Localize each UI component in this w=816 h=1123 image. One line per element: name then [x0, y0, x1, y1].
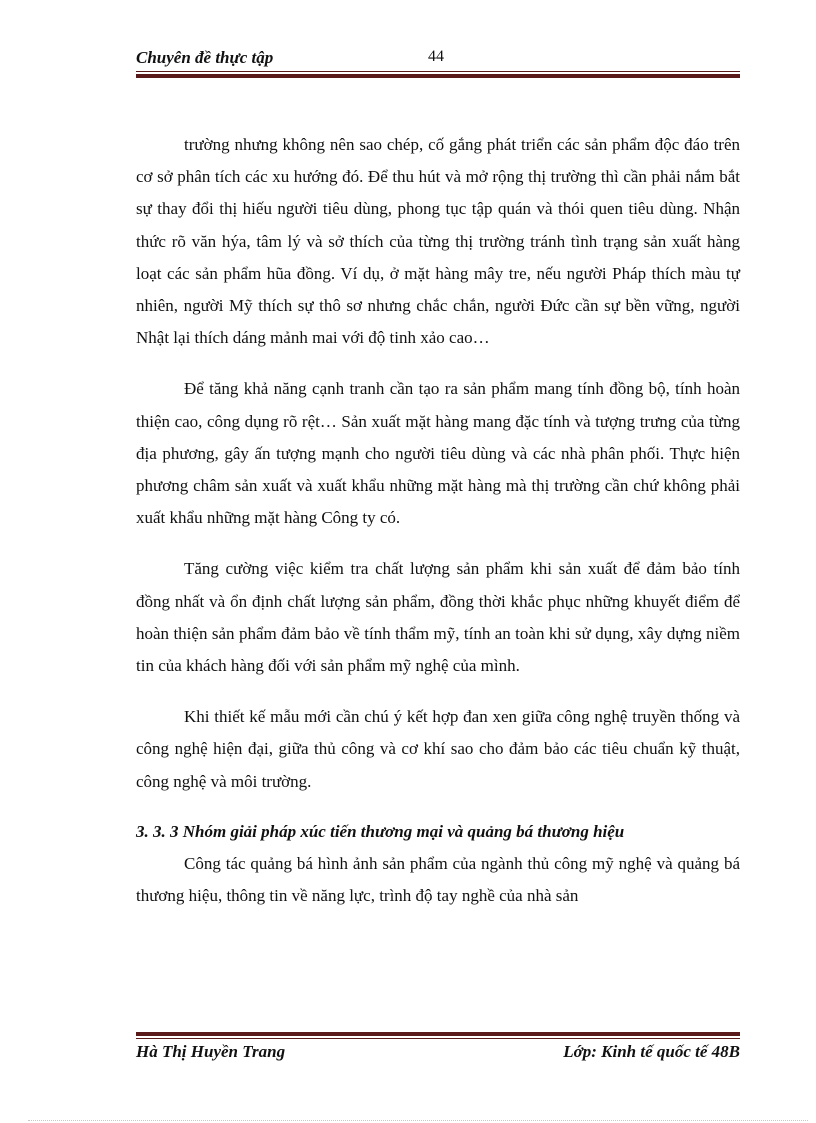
paragraph-4: Khi thiết kế mẫu mới cần chú ý kết hợp đan xen giữa công nghệ truyền thống và công nghệ hiện đại, giữa thủ công và cơ khí sao cho đảm bảo các tiêu chuẩn kỹ thuật, công nghệ và môi trường. — [136, 707, 740, 791]
header-rule-thin — [136, 71, 740, 72]
page-edge-dots — [28, 1120, 808, 1121]
header-rule-thick — [136, 74, 740, 78]
footer-rule-thin — [136, 1038, 740, 1039]
footer-class: Lớp: Kinh tế quốc tế 48B — [563, 1042, 740, 1061]
header-title: Chuyên đề thực tập — [136, 48, 274, 67]
footer-author: Hà Thị Huyền Trang — [136, 1042, 286, 1061]
page-body — [136, 129, 740, 912]
footer-rule-thick — [136, 1032, 740, 1036]
paragraph-5: Công tác quảng bá hình ảnh sản phẩm của ngành thủ công mỹ nghệ và quảng bá thương hiệu, thông tin về năng lực, trình độ tay nghề của nhà sản — [136, 853, 740, 906]
page-number: 44 — [428, 48, 444, 65]
section-heading: 3. 3. 3 Nhóm giải pháp xúc tiến thương mại và quảng bá thương hiệu — [136, 821, 625, 841]
paragraph-1: trường nhưng không nên sao chép, cố gắng phát triển các sản phẩm độc đáo trên cơ sở phân tích các xu hướng đó. Để thu hút và mở rộng thị trường thì cần phải nắm bắt sự thay đổi thị hiếu người tiêu dùng, phong tục tập quán và thói quen tiêu dùng. Nhận thức rõ văn hýa, tâm lý và sở thích của từng thị trường tránh tình trạng sản xuất hàng loạt các sản phẩm hũa đồng. Ví dụ, ở mặt hàng mây tre, nếu người Pháp thích màu tự nhiên, người Mỹ thích sự thô sơ nhưng chắc chắn, người Đức cần sự bền vững, người Nhật lại thích dáng mảnh mai với độ tinh xảo cao… — [136, 135, 740, 348]
paragraph-3: Tăng cường việc kiểm tra chất lượng sản phẩm khi sản xuất để đảm bảo tính đồng nhất và ổn định chất lượng sản phẩm, đồng thời khắc phục những khuyết điểm để hoàn thiện sản phẩm đảm bảo về tính thẩm mỹ, tính an toàn khi sử dụng, xây dựng niềm tin của khách hàng đối với sản phẩm mỹ nghệ của mình. — [136, 559, 740, 676]
page-header — [136, 46, 740, 68]
paragraph-2: Để tăng khả năng cạnh tranh cần tạo ra sản phẩm mang tính đồng bộ, tính hoàn thiện cao, công dụng rõ rệt… Sản xuất mặt hàng mang đặc tính và tượng trưng của từng địa phương, gây ấn tượng mạnh cho người tiêu dùng và các nhà phân phối. Thực hiện phương châm sản xuất và xuất khẩu những mặt hàng mà thị trường cần chứ không phải xuất khẩu những mặt hàng Công ty có. — [136, 379, 740, 528]
